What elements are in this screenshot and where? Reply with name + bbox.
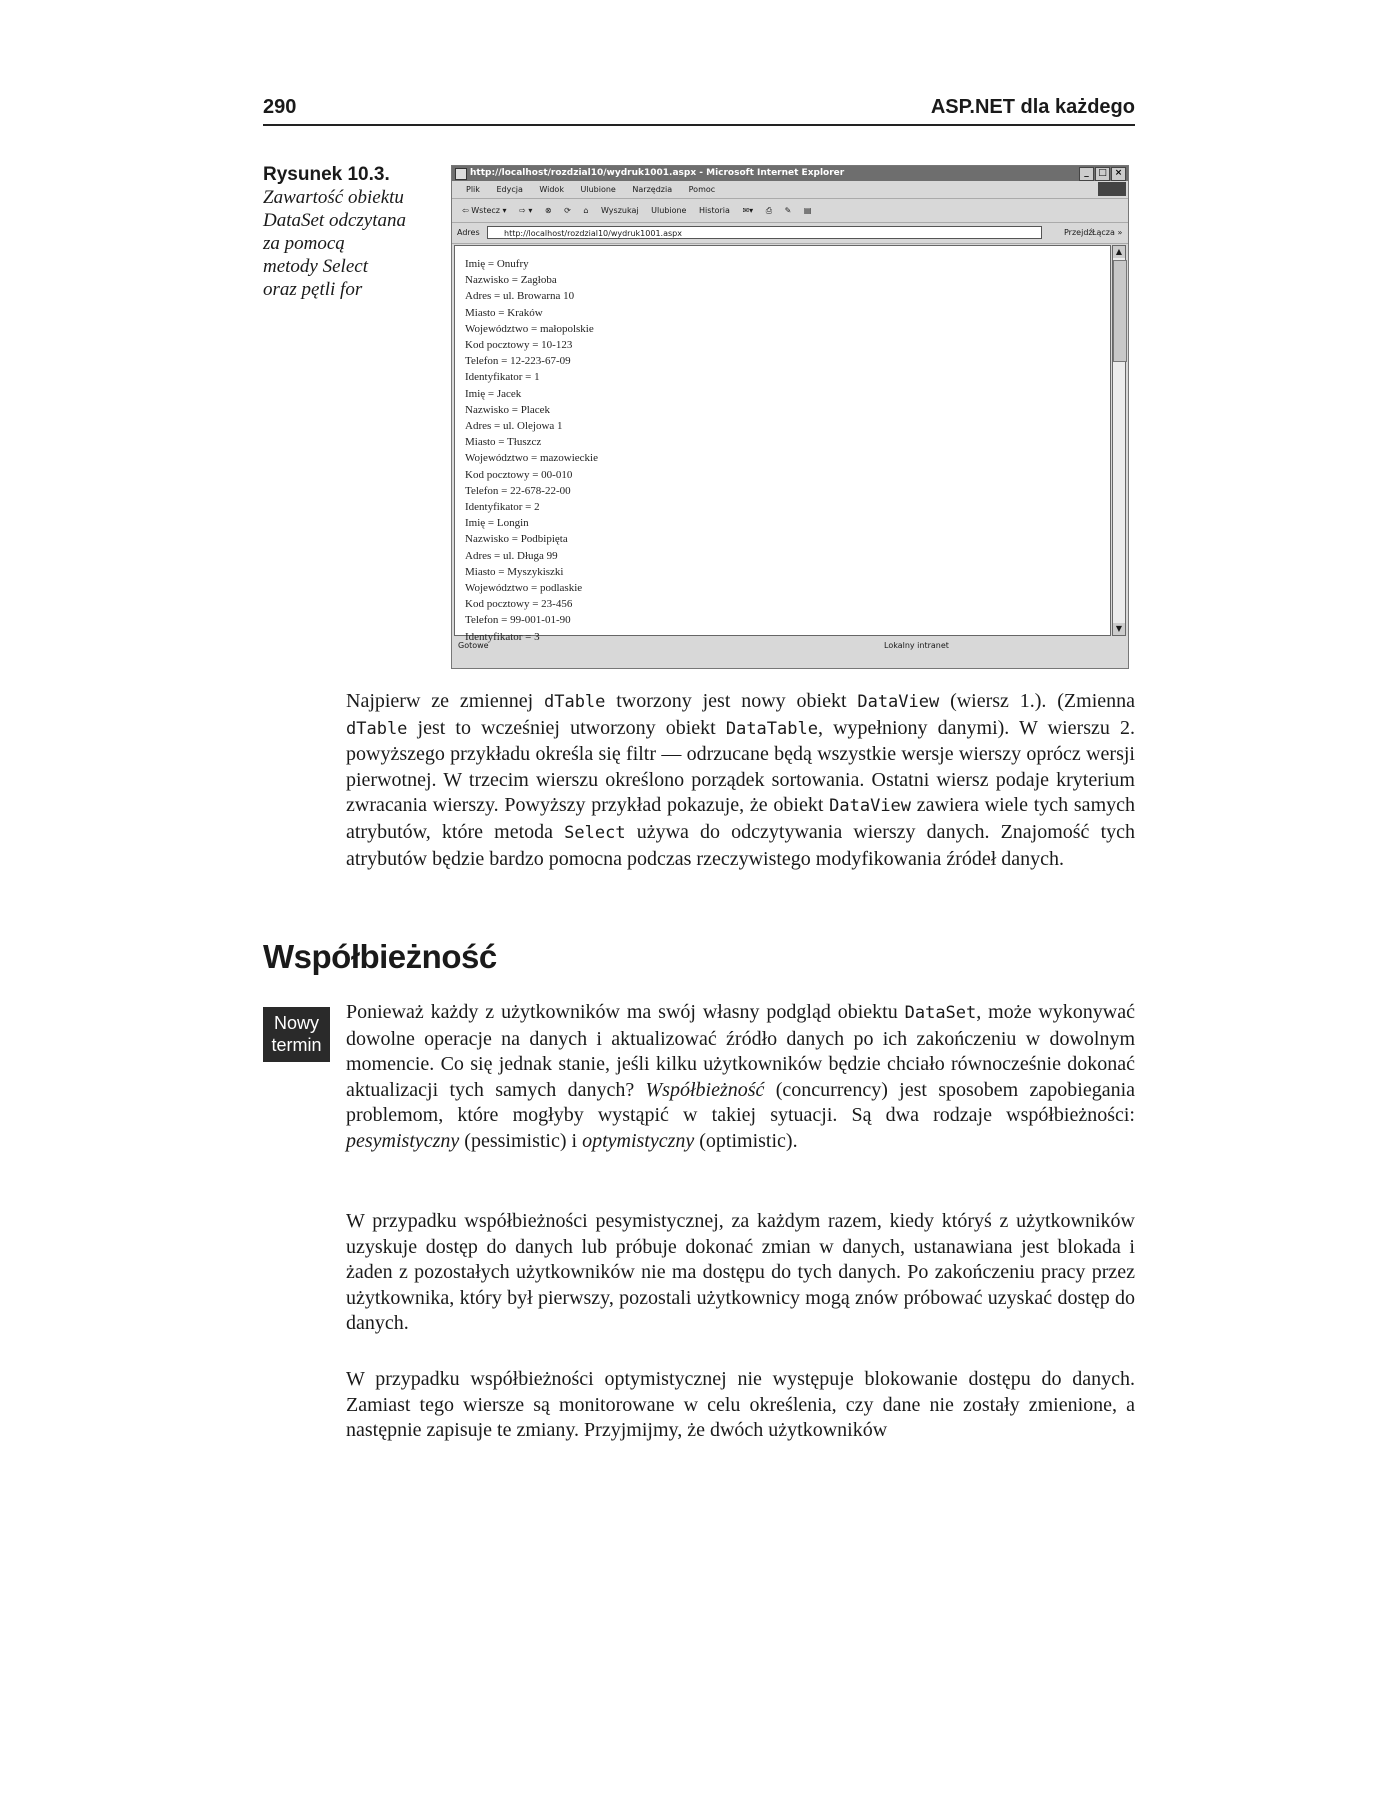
content-line: Telefon = 12-223-67-09 — [465, 355, 571, 368]
content-line: Imię = Onufry — [465, 258, 529, 270]
content-line: Imię = Longin — [465, 517, 529, 530]
menu-edit[interactable]: Edycja — [496, 185, 523, 194]
running-header — [263, 96, 1135, 126]
content-line: Adres = ul. Browarna 10 — [465, 290, 575, 303]
browser-titlebar — [452, 166, 1128, 181]
content-line: Miasto = Tłuszcz — [465, 436, 542, 449]
browser-title: http://localhost/rozdzial10/wydruk1001.aspx - Microsoft Internet Explorer — [470, 168, 845, 178]
address-bar — [452, 223, 1128, 244]
content-line: Kod pocztowy = 00-010 — [465, 468, 573, 481]
content-line: Adres = ul. Długa 99 — [465, 549, 558, 562]
menu-view[interactable]: Widok — [539, 185, 564, 194]
window-buttons — [1079, 167, 1126, 181]
paragraph-pessimistic: W przypadku współbieżności pesymistycznej, za każdym razem, kiedy któryś z użytkowników uzyskuje dostęp do danych lub próbuje dokonać zmian w danych, ustanawiana jest blokada i żaden z pozostałych użytkowników nie ma dostępu do tych danych. Po zakończeniu pracy przez użytkownika, który był pierwszy, pozostali użytkownicy mogą znów próbować uzyskać dostęp do danych. — [346, 1210, 1135, 1335]
content-line: Województwo = małopolskie — [465, 322, 594, 335]
menu-file[interactable]: Plik — [466, 185, 480, 194]
content-line: Identyfikator = 3 — [465, 630, 540, 643]
content-line: Województwo = mazowieckie — [465, 452, 598, 465]
content-line: Miasto = Myszykiszki — [465, 565, 564, 578]
scroll-down-icon[interactable]: ▼ — [1113, 623, 1125, 635]
content-line: Telefon = 22-678-22-00 — [465, 484, 571, 497]
scroll-up-icon[interactable]: ▲ — [1113, 246, 1125, 258]
content-line: Miasto = Kraków — [465, 306, 543, 319]
home-icon[interactable]: ⌂ — [583, 206, 589, 215]
edit-icon[interactable]: ✎ — [784, 206, 792, 215]
content-line: Kod pocztowy = 23-456 — [465, 598, 573, 611]
browser-window-screenshot — [451, 165, 1129, 669]
content-line: Identyfikator = 2 — [465, 501, 540, 514]
address-label: Adres — [457, 228, 480, 237]
menu-help[interactable]: Pomoc — [688, 185, 716, 194]
history-button[interactable]: Historia — [699, 206, 730, 215]
content-line: Nazwisko = Zagłoba — [465, 274, 557, 287]
status-bar — [452, 638, 1128, 654]
figure-label: Rysunek 10.3. — [263, 164, 390, 185]
browser-content — [454, 245, 1111, 643]
internet-explorer-icon — [455, 168, 467, 180]
maximize-button[interactable]: □ — [1095, 167, 1110, 181]
new-term-badge: Nowy termin — [263, 1007, 330, 1062]
content-line: Kod pocztowy = 10-123 — [465, 339, 573, 352]
refresh-icon[interactable]: ⟳ — [564, 206, 571, 215]
print-icon[interactable]: ⎙ — [765, 206, 773, 215]
browser-menubar — [452, 181, 1128, 199]
browser-toolbar — [452, 199, 1128, 223]
links-button[interactable]: Łącza » — [1092, 228, 1123, 237]
content-line: Nazwisko = Placek — [465, 403, 551, 416]
section-heading: Współbieżność — [263, 938, 497, 975]
page-number: 290 — [263, 96, 297, 118]
content-line: Adres = ul. Olejowa 1 — [465, 420, 563, 433]
forward-button[interactable]: ⇨ ▾ — [519, 206, 533, 215]
paragraph-concurrency: Ponieważ każdy z użytkowników ma swój własny podgląd obiektu DataSet, może wykonywać dowolne operacje na danych i aktualizować źródło danych po ich zakończeniu w dowolnym momencie. Co się jednak stanie, jeśli kilku użytkowników będzie chciało równocześnie dokonać aktualizacji tych samych danych? Współbieżność (concurrency) jest sposobem zapobiegania problemom, które mogłyby wystąpić w takiej sytuacji. Są dwa rodzaje współbieżności: pesymistyczny (pessimistic) i optymistyczny (optimistic). — [346, 1001, 1136, 1152]
go-button[interactable]: Przejdź — [1064, 228, 1093, 237]
status-text: Gotowe — [458, 641, 489, 650]
book-title: ASP.NET dla każdego — [930, 96, 1135, 118]
minimize-button[interactable]: _ — [1079, 167, 1094, 181]
content-line: Nazwisko = Podbipięta — [465, 533, 568, 546]
search-button[interactable]: Wyszukaj — [601, 206, 639, 215]
content-line: Imię = Jacek — [465, 387, 522, 400]
menu-favorites[interactable]: Ulubione — [580, 185, 616, 194]
close-button[interactable]: × — [1111, 167, 1126, 181]
favorites-button[interactable]: Ulubione — [651, 206, 687, 215]
paragraph-dataview: Najpierw ze zmiennej dTable tworzony jest nowy obiekt DataView (wiersz 1.). (Zmienna dTable jest to wcześniej utworzony obiekt DataTable, wypełniony danymi). W wierszu 2. powyższego przykładu określa się filtr — odrzucane będą wszystkie wersje wierszy oprócz wersji pierwotnej. W trzecim wierszu określono porządek sortowania. Ostatni wiersz podaje kryterium zwracania wierszy. Powyższy przykład pokazuje, że obiekt DataView zawiera wiele tych samych atrybutów, które metoda Select używa do odczytywania wierszy danych. Znajomość tych atrybutów będzie bardzo pomocna podczas rzeczywistego modyfikowania źródeł danych. — [346, 690, 1136, 870]
status-zone: Lokalny intranet — [884, 641, 949, 650]
address-input[interactable]: http://localhost/rozdzial10/wydruk1001.aspx — [487, 226, 1042, 239]
vertical-scrollbar[interactable] — [1112, 245, 1126, 636]
mail-icon[interactable]: ✉▾ — [742, 206, 754, 215]
paragraph-optimistic: W przypadku współbieżności optymistycznej nie występuje blokowanie dostępu do danych. Zamiast tego wiersze są monitorowane w celu określenia, czy dane nie zostały zmienione, a następnie zapisuje te zmiany. Przyjmijmy, że dwóch użytkowników — [346, 1368, 1135, 1442]
content-line: Województwo = podlaskie — [465, 582, 583, 595]
back-button[interactable]: ⇦ Wstecz ▾ — [462, 206, 507, 215]
figure-caption-text: Zawartość obiektu DataSet odczytana za pomocą metody Select oraz pętli for — [263, 187, 407, 300]
menu-tools[interactable]: Narzędzia — [632, 185, 673, 194]
scroll-thumb[interactable] — [1113, 260, 1127, 362]
stop-icon[interactable]: ⊗ — [544, 206, 552, 215]
content-line: Identyfikator = 1 — [465, 371, 540, 384]
discuss-icon[interactable]: ▤ — [803, 206, 812, 215]
content-line: Telefon = 99-001-01-90 — [465, 614, 571, 627]
windows-logo-icon — [1098, 182, 1126, 196]
figure-caption — [263, 163, 423, 301]
